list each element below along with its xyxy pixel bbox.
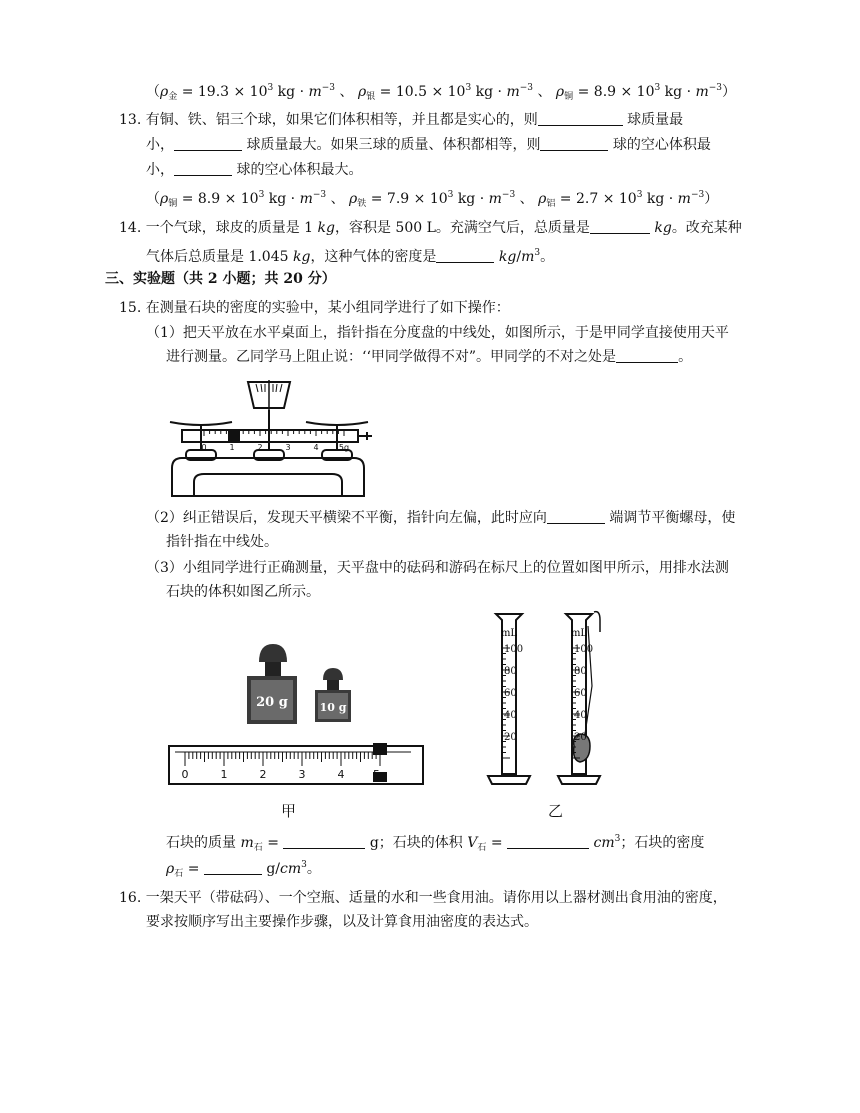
q12-density-note: （$\rho_金 = 19.3 \times 10^3$ kg · $m^{-3}$ 、 $\rho_银 = 10.5 \times 10^3$ kg · $m^{-3}$ 、 $\rho_铜 = 8.9 \times 10^3$ kg · $m^{-3}$） bbox=[146, 83, 737, 102]
cylinder2-unit: mL bbox=[570, 628, 588, 639]
cylinders-figure bbox=[482, 606, 632, 791]
balance-base-arch bbox=[194, 474, 342, 496]
q13-blank-3[interactable] bbox=[540, 136, 608, 151]
rider-bottom bbox=[373, 772, 387, 782]
q13-blank-2[interactable] bbox=[174, 136, 242, 151]
cylinder-tick-label: 20 bbox=[574, 732, 587, 743]
q15-mass-blank[interactable] bbox=[283, 834, 365, 849]
q16-line2: 要求按顺序写出主要操作步骤，以及计算食用油密度的表达式。 bbox=[146, 914, 538, 930]
q15-blank-2[interactable] bbox=[547, 509, 605, 524]
balance-figure bbox=[168, 370, 378, 500]
q14-blank-2[interactable] bbox=[436, 248, 494, 263]
q15-p2b: 指针指在中线处。 bbox=[166, 534, 278, 550]
balance-scale-tick-label: 4 bbox=[313, 443, 319, 452]
cylinder-tick-label: 40 bbox=[574, 710, 587, 721]
q13-density-note: （$\rho_铜 = 8.9 \times 10^3$ kg · $m^{-3}$ 、 $\rho_铁 = 7.9 \times 10^3$ kg · $m^{-3}$ 、 $\rho_铝 = 2.7 \times 10^3$ kg · $m^{-3}$） bbox=[146, 190, 719, 209]
q13-blank-4[interactable] bbox=[174, 161, 232, 176]
q13-blank-1[interactable] bbox=[538, 111, 623, 126]
balance-scale-tick-label: 2 bbox=[257, 443, 263, 452]
caption-yi: 乙 bbox=[548, 802, 564, 820]
rider-scale-tick-label: 2 bbox=[259, 768, 267, 781]
balance-rider bbox=[228, 431, 240, 441]
q15-p1a: （1）把天平放在水平桌面上，指针指在分度盘的中线处，如图所示，于是甲同学直接使用天平 bbox=[146, 325, 729, 341]
cylinder-tick-label: 40 bbox=[504, 710, 517, 721]
rider-scale-tick-label: 4 bbox=[337, 768, 345, 781]
q15-blank-1[interactable] bbox=[616, 348, 678, 363]
section-title: 三、实验题（共 2 小题；共 20 分） bbox=[105, 271, 336, 287]
q14-line2: 气体后总质量是 1.045 kg，这种气体的密度是 $kg/m^3$。 bbox=[146, 248, 555, 265]
balance-scale-tick-label: 5g bbox=[338, 443, 350, 452]
cylinder-tick-label: 100 bbox=[574, 644, 594, 655]
q15-p1b: 进行测量。乙同学马上阻止说：‘‘甲同学做得不对”。甲同学的不对之处是 。 bbox=[166, 349, 693, 365]
q15-density-blank[interactable] bbox=[204, 860, 262, 875]
balance-base bbox=[172, 458, 364, 496]
q14-blank-1[interactable] bbox=[590, 219, 650, 234]
q16-line1: 16. 一架天平（带砝码）、一个空瓶、适量的水和一些食用油。请你用以上器材测出食用油的密度， bbox=[119, 890, 727, 906]
cylinder-tick-label: 20 bbox=[504, 732, 517, 743]
rider-scale-tick-label: 0 bbox=[181, 768, 189, 781]
cylinder-tick-label: 80 bbox=[574, 666, 587, 677]
balance-scale-tick-label: 1 bbox=[229, 443, 235, 452]
q14-line1: 14. 一个气球，球皮的质量是 1 kg，容积是 500 L。充满空气后，总质量是 kg。改充某种 bbox=[119, 220, 742, 236]
weights-figure bbox=[165, 640, 430, 790]
q15-intro: 15. 在测量石块的密度的实验中，某小组同学进行了如下操作： bbox=[119, 300, 510, 316]
cylinder-tick-label: 80 bbox=[504, 666, 517, 677]
rider-scale-tick-label: 3 bbox=[298, 768, 306, 781]
weight-20g-label: 20 g bbox=[256, 695, 288, 710]
balance-scale-tick-label: 3 bbox=[285, 443, 291, 452]
cylinder-tick-label: 100 bbox=[504, 644, 524, 655]
weight-10g-label: 10 g bbox=[319, 701, 347, 714]
cylinder1-unit: mL bbox=[500, 628, 518, 639]
q15-p3a: （3）小组同学进行正确测量，天平盘中的砝码和游码在标尺上的位置如图甲所示，用排水法测 bbox=[146, 560, 729, 576]
q15-result-line1: 石块的质量 $m_石 = g$；石块的体积 $V_石 = cm^3$；石块的密度 bbox=[166, 834, 705, 853]
balance-left-pan bbox=[170, 422, 232, 425]
rider-top bbox=[373, 743, 387, 755]
q13-line2: 小， 球质量最大。如果三球的质量、体积都相等，则 球的空心体积最 bbox=[146, 137, 711, 153]
balance-right-pan bbox=[306, 422, 368, 425]
rider-scale-tick-label: 1 bbox=[220, 768, 228, 781]
q15-p2a: （2）纠正错误后，发现天平横梁不平衡，指针向左偏，此时应向 端调节平衡螺母，使 bbox=[146, 510, 736, 526]
balance-scale-tick-label: 0 bbox=[201, 443, 207, 452]
q15-volume-blank[interactable] bbox=[507, 834, 589, 849]
caption-jia: 甲 bbox=[281, 802, 297, 820]
q13-line1: 13. 有铜、铁、铝三个球，如果它们体积相等，并且都是实心的，则 球质量最 bbox=[119, 112, 684, 128]
cylinder-tick-label: 60 bbox=[504, 688, 517, 699]
cylinder-tick-label: 60 bbox=[574, 688, 587, 699]
balance-scale-ticks bbox=[204, 431, 344, 436]
weight-20g bbox=[247, 644, 297, 724]
q13-line3: 小， 球的空心体积最大。 bbox=[146, 162, 363, 178]
q15-p3b: 石块的体积如图乙所示。 bbox=[166, 584, 320, 600]
q15-result-line2: $\rho_石 = g/cm^3$。 bbox=[166, 860, 321, 879]
